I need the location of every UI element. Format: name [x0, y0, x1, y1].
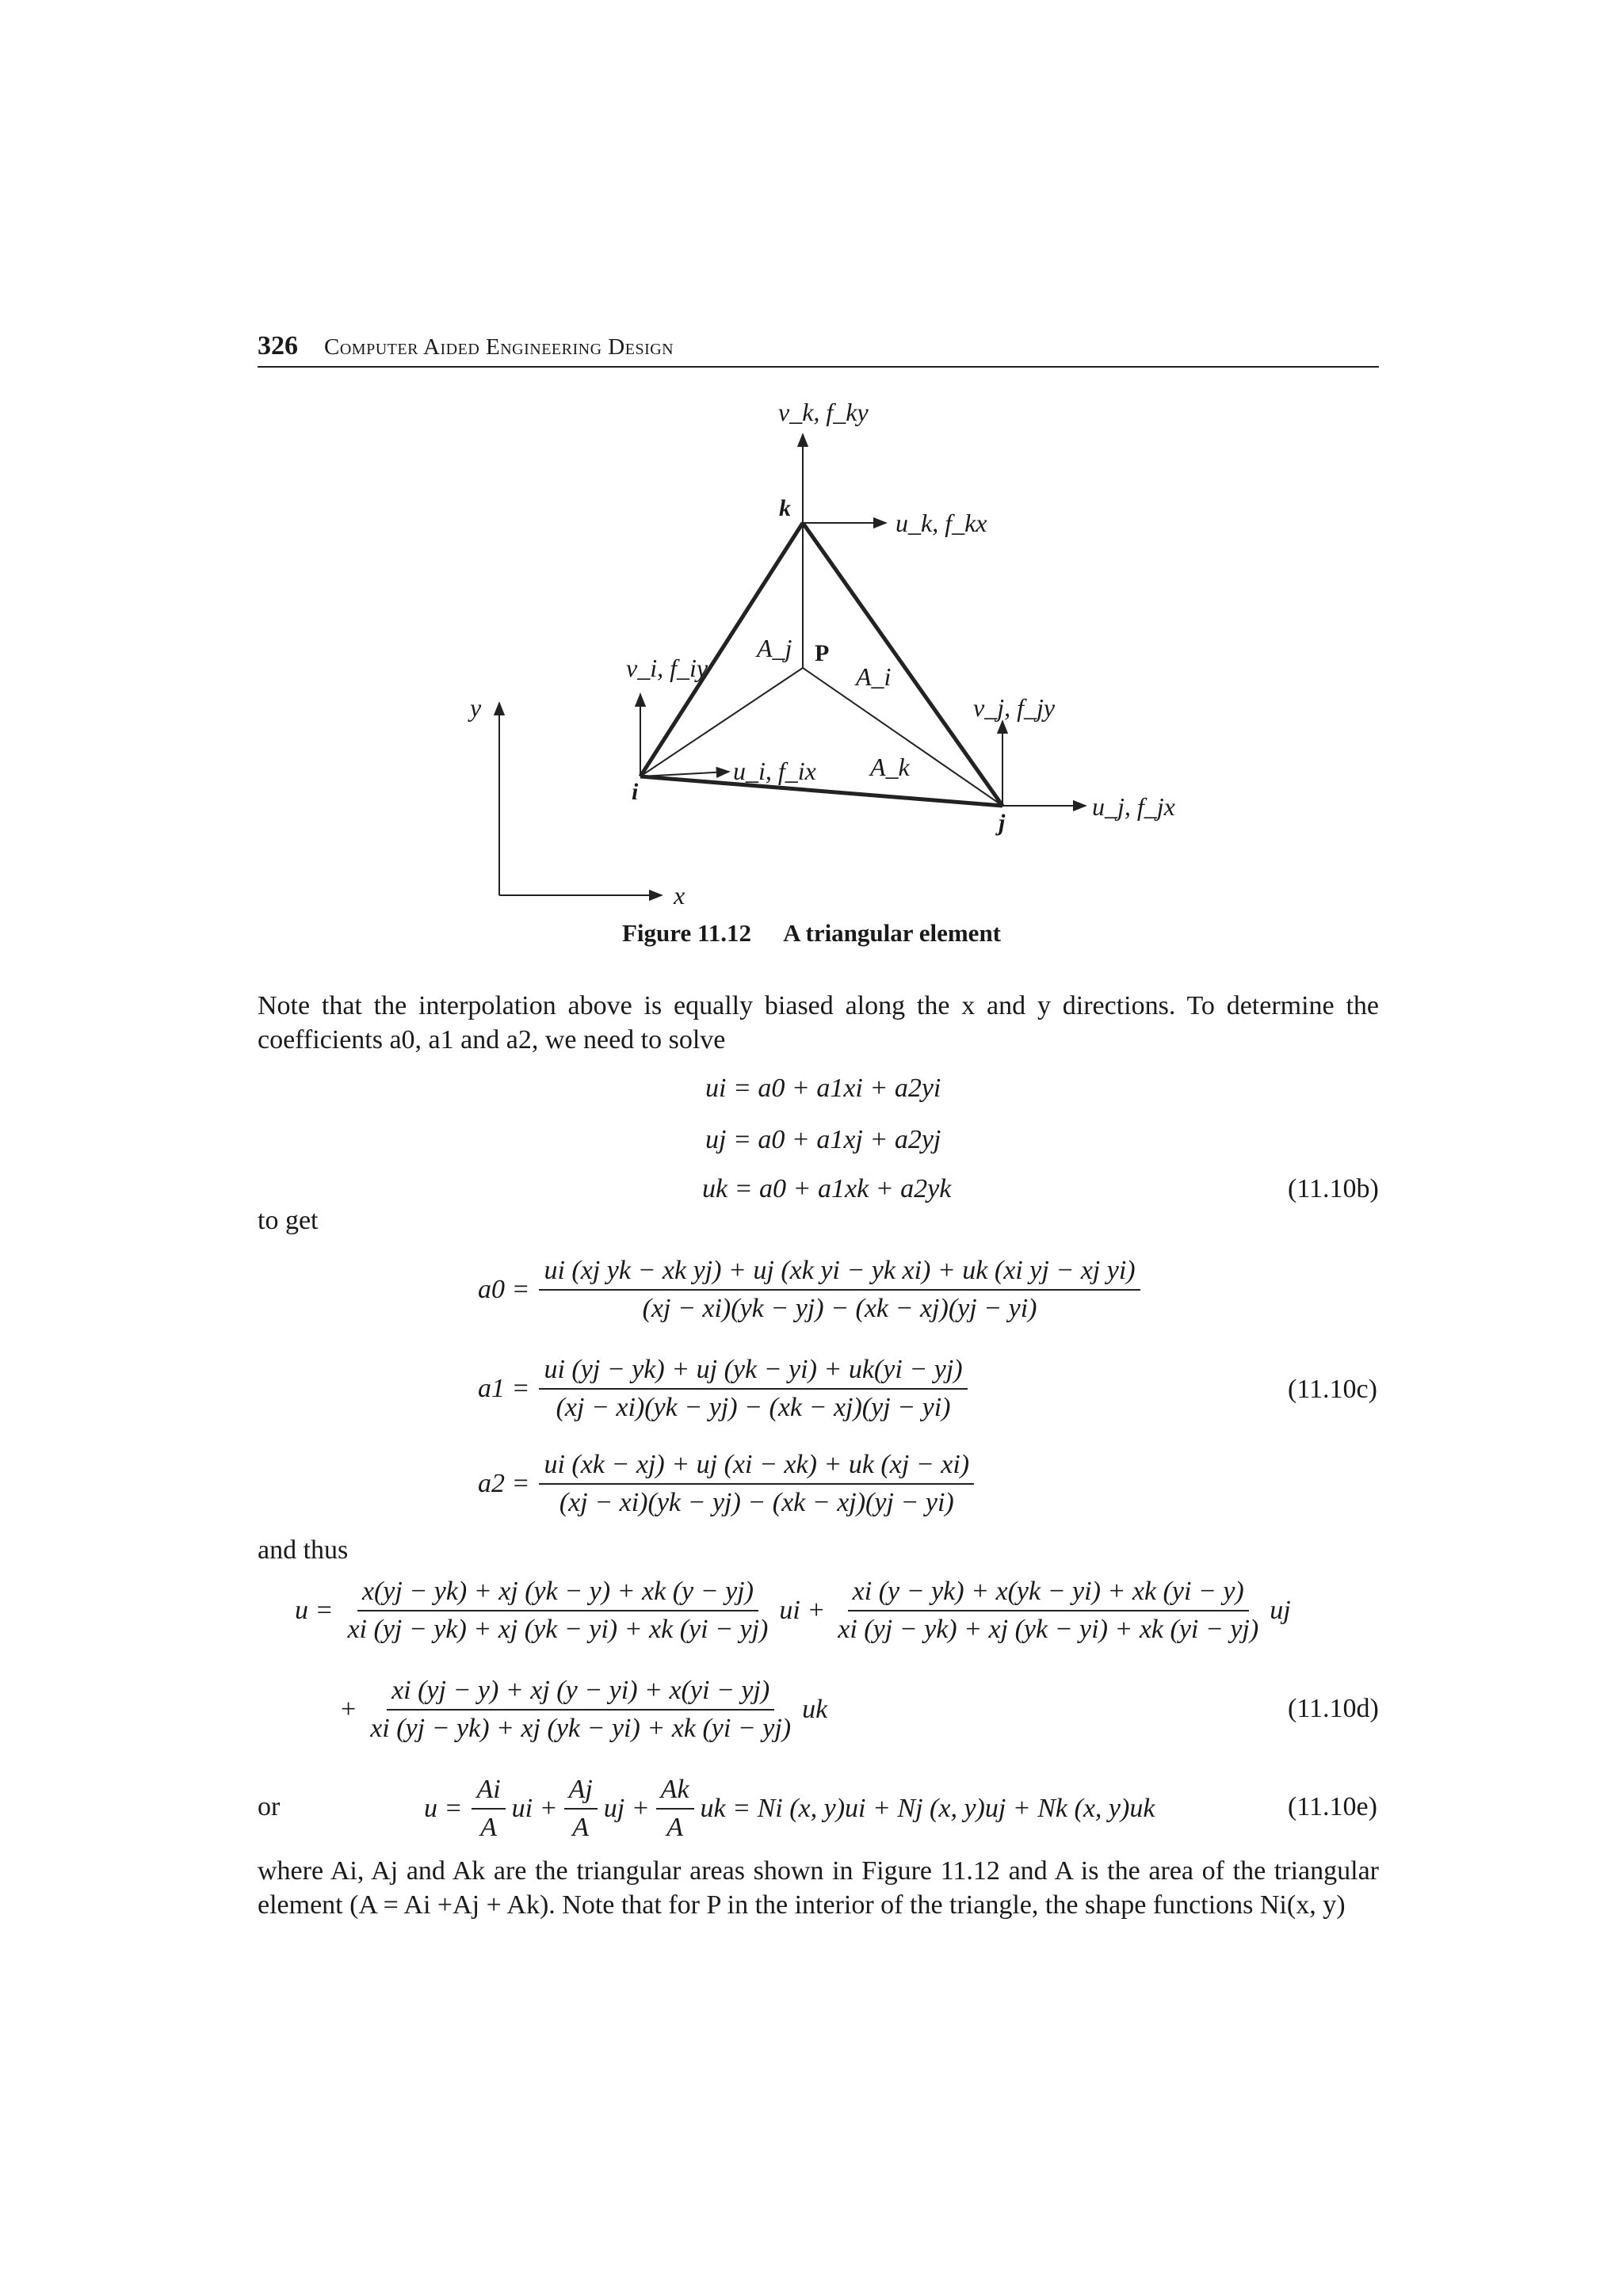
text-and-thus: and thus	[258, 1535, 349, 1565]
label-area-Aj: A_j	[757, 634, 792, 662]
label-area-Ak: A_k	[870, 753, 910, 781]
label-node-j: j	[999, 810, 1006, 836]
a2-denominator: (xj − xi)(yk − yj) − (xk − xj)(yj − yi)	[559, 1488, 954, 1517]
equation-u-line2	[341, 1676, 827, 1744]
u-fraction-1	[342, 1577, 773, 1645]
equation-uj: uj = a0 + a1xj + a2yj	[705, 1125, 941, 1154]
e-lhs: u =	[424, 1794, 463, 1823]
label-uk-fkx: u_k, f_kx	[896, 509, 987, 537]
equation-number-b: (11.10b)	[1288, 1174, 1379, 1203]
u-lhs: u =	[295, 1596, 334, 1625]
label-area-Ai: A_i	[856, 662, 892, 691]
label-vk-fky: v_k, f_ky	[778, 398, 869, 426]
equation-number-e: (11.10e)	[1288, 1792, 1377, 1821]
paragraph-final: where Ai, Aj and Ak are the triangular areas shown in Figure 11.12 and A is the area of the triangular element (A = Ai +Aj + Ak). Note that for P in the interior of the triangle, the shape functions Ni(x, y)	[258, 1856, 1379, 1920]
label-ui-fix: u_i, f_ix	[733, 757, 816, 785]
label-axis-x: x	[674, 881, 685, 910]
equation-ui: ui = a0 + a1xi + a2yi	[705, 1074, 941, 1103]
paragraph-intro: Note that the interpolation above is equally biased along the x and y directions. To determine the coefficients a0, a1 and a2, we need to solve	[258, 991, 1379, 1055]
e-f3-denominator: A	[666, 1813, 683, 1842]
label-node-i: i	[632, 779, 639, 805]
caption-label: Figure 11.12	[621, 919, 752, 947]
page-number: 326	[258, 331, 298, 360]
e-f1-denominator: A	[480, 1813, 497, 1842]
e-fraction-3	[656, 1775, 694, 1843]
arrow-ui	[640, 772, 729, 776]
a1-denominator: (xj − xi)(yk − yj) − (xk − xj)(yj − yi)	[556, 1393, 951, 1422]
label-vj-fjy: v_j, f_jy	[973, 693, 1056, 722]
equation-number-c: (11.10c)	[1288, 1375, 1377, 1404]
e-f2-numerator: Aj	[564, 1775, 598, 1810]
a0-fraction	[539, 1256, 1140, 1324]
u-f2-denominator: xi (yj − yk) + xj (yk − yi) + xk (yi − yj)	[838, 1615, 1259, 1644]
e-fraction-1	[472, 1775, 505, 1843]
a0-denominator: (xj − xi)(yk − yj) − (xk − xj)(yj − yi)	[642, 1294, 1037, 1323]
a0-numerator: ui (xj yk − xk yj) + uj (xk yi − yk xi) + uk (xi yj − xj yi)	[539, 1256, 1140, 1291]
figure-caption	[0, 919, 1623, 948]
u-f1-numerator: x(yj − yk) + xj (yk − y) + xk (y − yj)	[357, 1577, 758, 1611]
caption-text: A triangular element	[783, 919, 1002, 947]
a0-lhs: a0 =	[478, 1275, 530, 1304]
label-node-k: k	[779, 495, 791, 521]
label-vi-fiy: v_i, f_iy	[626, 654, 708, 682]
e-fraction-2	[564, 1775, 598, 1843]
equation-a1	[478, 1355, 968, 1423]
plus-sign: +	[341, 1695, 357, 1724]
equation-e	[424, 1775, 1155, 1843]
triangle-figure	[0, 0, 1623, 935]
u-f3-tail: uk	[802, 1695, 828, 1724]
u-f3-denominator: xi (yj − yk) + xj (yk − yi) + xk (yi − yj)	[370, 1714, 792, 1743]
e-f3-numerator: Ak	[656, 1775, 694, 1810]
text-to-get: to get	[258, 1206, 319, 1235]
equation-number-d: (11.10d)	[1288, 1694, 1379, 1723]
equation-a2	[478, 1450, 974, 1518]
a1-lhs: a1 =	[478, 1374, 530, 1403]
u-fraction-3	[365, 1676, 796, 1744]
a2-lhs: a2 =	[478, 1469, 530, 1498]
equation-a0	[478, 1256, 1140, 1324]
e-f3-tail: uk = Ni (x, y)ui + Nj (x, y)uj + Nk (x, y)uk	[700, 1794, 1155, 1823]
u-f1-denominator: xi (yj − yk) + xj (yk − yi) + xk (yi − yj)	[347, 1615, 769, 1644]
label-axis-y: y	[470, 693, 482, 722]
e-f2-tail: uj +	[603, 1794, 650, 1823]
text-or: or	[258, 1792, 281, 1821]
e-f1-numerator: Ai	[472, 1775, 505, 1810]
e-f2-denominator: A	[572, 1813, 590, 1842]
e-f1-tail: ui +	[511, 1794, 558, 1823]
u-f2-numerator: xi (y − yk) + x(yk − yi) + xk (yi − y)	[848, 1577, 1249, 1611]
edge-ij	[640, 776, 1002, 806]
running-title: Computer Aided Engineering Design	[324, 334, 674, 360]
u-f3-numerator: xi (yj − y) + xj (y − yi) + x(yi − yj)	[387, 1676, 774, 1711]
u-f2-tail: uj	[1270, 1596, 1291, 1625]
a1-fraction	[539, 1355, 967, 1423]
line-j-P	[803, 668, 1002, 806]
a2-fraction	[539, 1450, 974, 1518]
u-fraction-2	[833, 1577, 1263, 1645]
label-uj-fjx: u_j, f_jx	[1092, 792, 1175, 821]
equation-u-line1	[295, 1577, 1291, 1645]
label-point-P: P	[815, 640, 830, 666]
a1-numerator: ui (yj − yk) + uj (yk − yi) + uk(yi − yj)	[539, 1355, 967, 1390]
a2-numerator: ui (xk − xj) + uj (xi − xk) + uk (xj − xi)	[539, 1450, 974, 1485]
equation-uk: uk = a0 + a1xk + a2yk	[702, 1174, 952, 1203]
u-f1-tail: ui +	[779, 1596, 826, 1625]
